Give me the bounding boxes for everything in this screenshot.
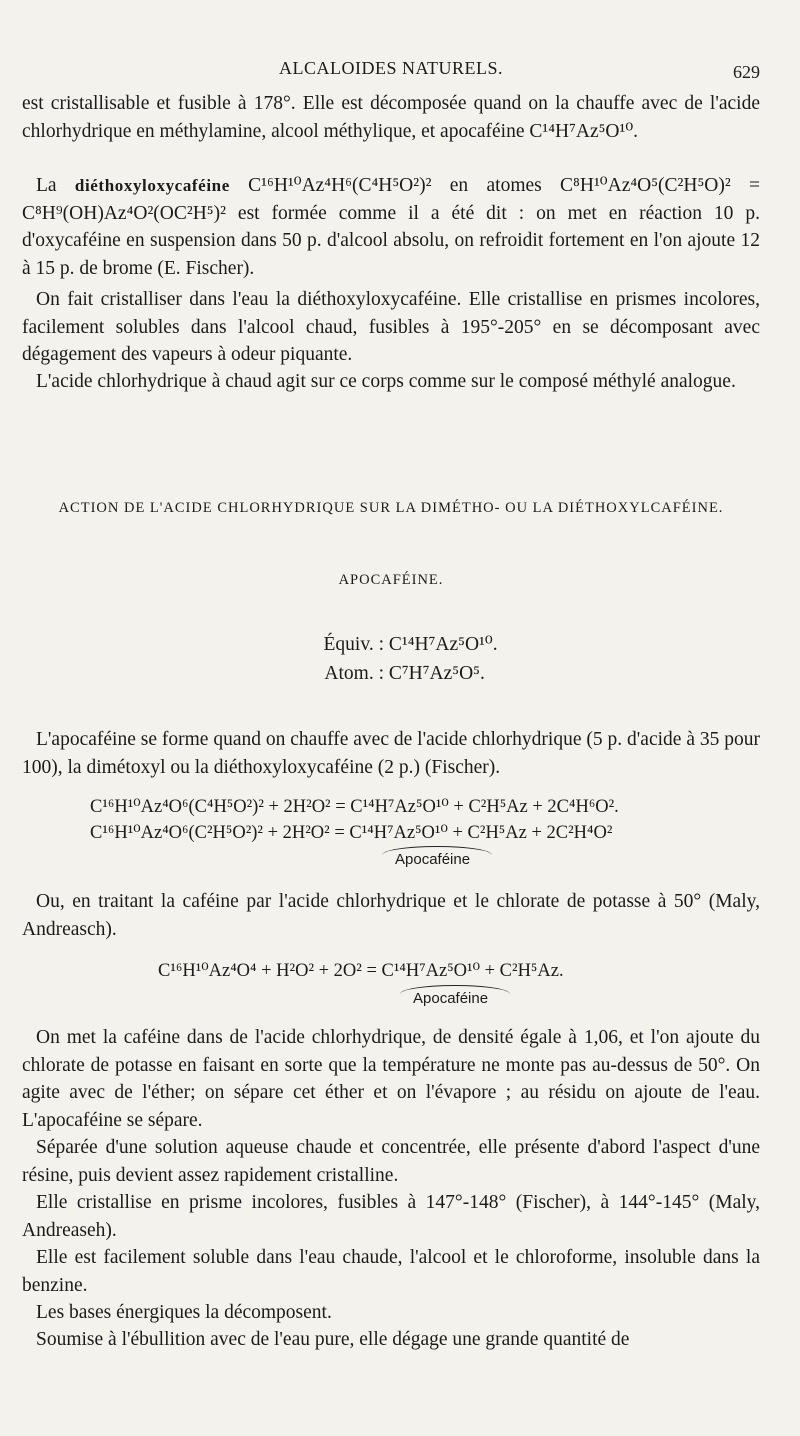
paragraph-12: Soumise à l'ébullition avec de l'eau pure, elle dégage une grande quantité de: [36, 1329, 630, 1350]
paragraph-2-rest: C⁸H⁹(OH)Az⁴O²(OC²H⁵)² est formée comme il a été dit : on met en réaction 10 p. d'oxycaféine en suspension dans 50 p. d'alcool absolu, on refroidit fortement en l'on ajoute 12 à 15 p. de brome (E. Fischer).: [22, 202, 760, 279]
paragraph-7: On met la caféine dans de l'acide chlorhydrique, de densité égale à 1,06, et l'on ajoute du chlorate de potasse en faisant en sorte que la température ne monte pas au-dessus de 50°. On agite avec de l'éther; on sépare cet éther et on l'évapore ; au résidu on ajoute de l'eau. L'apocaféine se sépare.: [22, 1027, 760, 1131]
paragraph-2-lead: La: [36, 175, 75, 196]
paragraph-12-block: [22, 1326, 760, 1354]
paragraph-10: Elle est facilement soluble dans l'eau chaude, l'alcool et le chloroforme, insoluble dans la benzine.: [22, 1247, 760, 1296]
paragraph-4: L'acide chlorhydrique à chaud agit sur ce corps comme sur le composé méthylé analogue.: [36, 371, 736, 392]
paragraph-11-block: [22, 1299, 760, 1327]
equation-2: C¹⁶H¹⁰Az⁴O⁶(C²H⁵O²)² + 2H²O² = C¹⁴H⁷Az⁵O¹⁰ + C²H⁵Az + 2C²H⁴O²: [90, 823, 613, 843]
paragraph-3: On fait cristalliser dans l'eau la diéthoxyloxycaféine. Elle cristallise en prismes incolores, facilement solubles dans l'alcool chaud, fusibles à 195°-205° en se décomposant avec dégagement des vapeurs à odeur piquante.: [22, 289, 760, 365]
formula-table: [286, 630, 498, 688]
equation-3: C¹⁶H¹⁰Az⁴O⁴ + H²O² + 2O² = C¹⁴H⁷Az⁵O¹⁰ + C²H⁵Az.: [158, 961, 564, 981]
paragraph-2-block: [22, 172, 760, 282]
apocafeine-label-2: Apocaféine: [413, 990, 489, 1007]
equiv-row: [286, 630, 498, 659]
paragraph-9-block: [22, 1189, 760, 1244]
paragraph-1-block: [22, 90, 760, 145]
paragraph-3-block: [22, 286, 760, 369]
paragraph-11: Les bases énergiques la décomposent.: [36, 1302, 332, 1323]
subsection-title: APOCAFÉINE.: [338, 572, 444, 588]
paragraph-5-block: [22, 726, 760, 781]
running-title: ALCALOIDES NATURELS.: [279, 58, 503, 78]
equation-1: C¹⁶H¹⁰Az⁴O⁶(C⁴H⁵O²)² + 2H²O² = C¹⁴H⁷Az⁵O¹⁰ + C²H⁵Az + 2C⁴H⁶O².: [90, 797, 619, 817]
page-header: [22, 58, 760, 84]
atom-row: [286, 659, 498, 688]
paragraph-7-block: [22, 1024, 760, 1134]
paragraph-5: L'apocaféine se forme quand on chauffe avec de l'acide chlorhydrique (5 p. d'acide à 35 pour 100), la dimétoxyl ou la diéthoxyloxycaféine (2 p.) (Fischer).: [22, 729, 760, 778]
paragraph-9: Elle cristallise en prisme incolores, fusibles à 147°-148° (Fischer), à 144°-145° (Maly, Andreaseh).: [22, 1192, 760, 1241]
page-number: 629: [733, 62, 760, 82]
atom-formula: C⁷H⁷Az⁵O⁵.: [388, 663, 485, 684]
paragraph-1: est cristallisable et fusible à 178°. Elle est décomposée quand on la chauffe avec de l'acide chlorhydrique en méthylamine, alcool méthylique, et apocaféine C¹⁴H⁷Az⁵O¹⁰.: [22, 93, 760, 142]
paragraph-8-block: [22, 1134, 760, 1189]
paragraph-6: Ou, en traitant la caféine par l'acide chlorhydrique et le chlorate de potasse à 50° (Maly, Andreasch).: [22, 891, 760, 940]
apocafeine-label-1: Apocaféine: [395, 851, 471, 868]
paragraph-2: [22, 172, 760, 282]
paragraph-2-formula: C¹⁶H¹⁰Az⁴H⁶(C⁴H⁵O²)² en atomes C⁸H¹⁰Az⁴O⁵(C²H⁵O)² =: [229, 175, 760, 196]
diethoxyloxycafeine-term: diéthoxyloxycaféine: [74, 176, 230, 195]
equiv-label: Équiv. :: [323, 634, 384, 655]
paragraph-6-block: [22, 888, 760, 943]
paragraph-10-block: [22, 1244, 760, 1299]
paragraph-8: Séparée d'une solution aqueuse chaude et concentrée, elle présente d'abord l'aspect d'une résine, puis devient assez rapidement cristalline.: [22, 1137, 760, 1186]
atom-label: Atom. :: [324, 663, 384, 684]
paragraph-4-block: [22, 368, 760, 396]
section-title: ACTION DE L'ACIDE CHLORHYDRIQUE SUR LA DIMÉTHO- OU LA DIÉTHOXYLCAFÉINE.: [58, 500, 724, 516]
equiv-formula: C¹⁴H⁷Az⁵O¹⁰.: [388, 634, 498, 655]
